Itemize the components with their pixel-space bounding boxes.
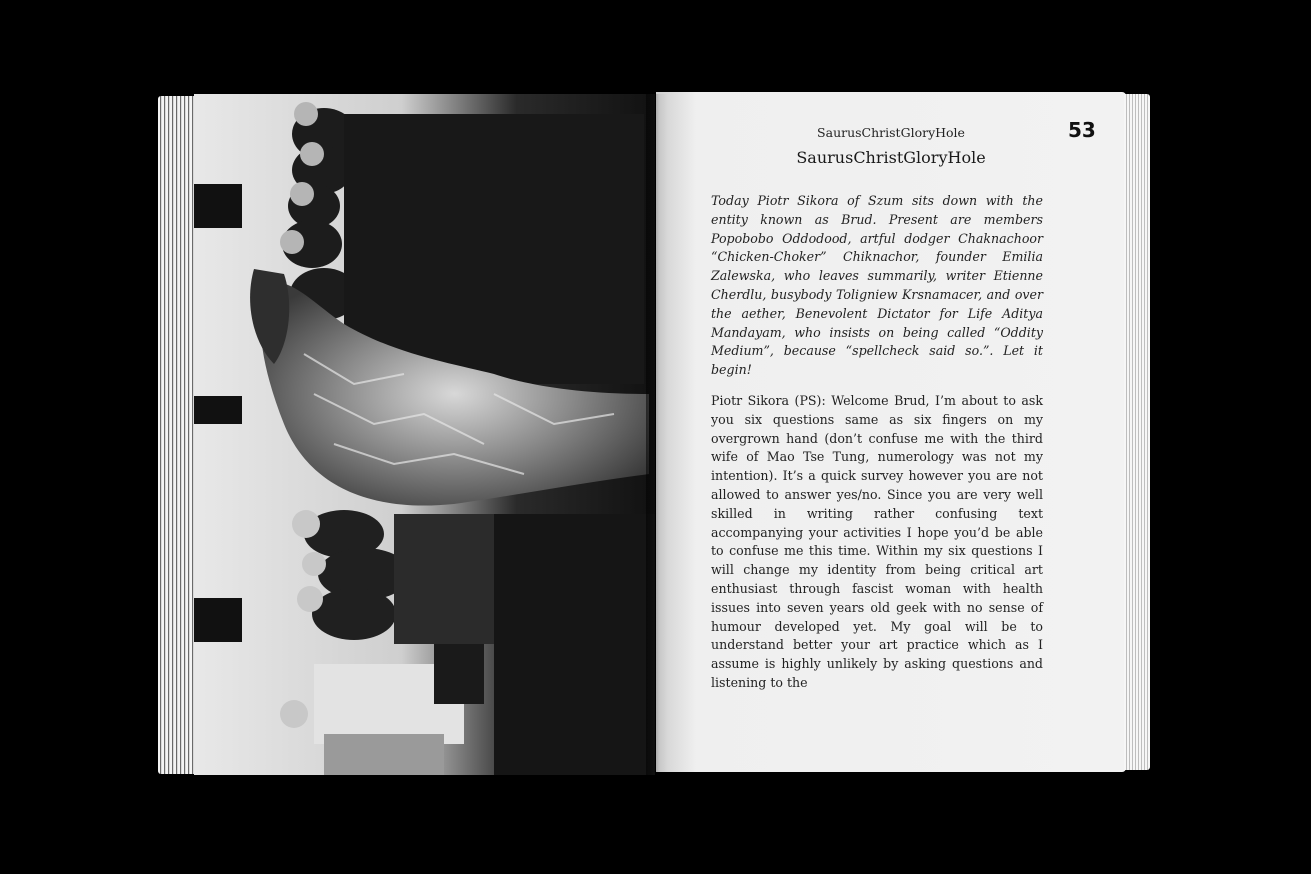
- page-number: 53: [1068, 118, 1096, 142]
- body-paragraph: Piotr Sikora (PS): Welcome Brud, I’m about to ask you six questions same as six fingers on my overgrown hand (don’t confuse me with the third wife of Mao Tse Tung, numerology was not my intention). It’s a quick survey however you are not allowed to answer yes/no. Since you are very well skilled in writing rather confusing text accompanying your activities I hope you’d be able to confuse me this time. Within my six questions I will change my identity from being critical art enthusiast through fascist woman with health issues into seven years old geek with no sense of humour developed yet. My goal will be to understand better your art practice which as I assume is highly unlikely by asking questions and listening to the: [711, 393, 1043, 690]
- left-page-photo: [194, 94, 655, 775]
- intro-paragraph: Today Piotr Sikora of Szum sits down with the entity known as Brud. Present are members Popobobo Oddodood, artful dodger Chaknachoor “Chicken-Choker” Chiknachor, founder Emilia Zalewska, who leaves summarily, writer Etienne Cherdlu, busybody Toligniew Krsnamacer, and over the aether, Benevolent Dictator for Life Aditya Mandayam, who insists on being called “Oddity Medium”, because “spellcheck said so.”. Let it begin!: [711, 193, 1043, 378]
- right-page-edges: [1124, 94, 1150, 770]
- book-gutter-shadow: [646, 94, 668, 775]
- article-title: SaurusChristGloryHole: [796, 148, 986, 167]
- left-page-edges: [158, 96, 196, 774]
- right-page: [656, 92, 1126, 772]
- running-head: SaurusChristGloryHole: [817, 125, 965, 140]
- crowd-photo: [194, 94, 655, 775]
